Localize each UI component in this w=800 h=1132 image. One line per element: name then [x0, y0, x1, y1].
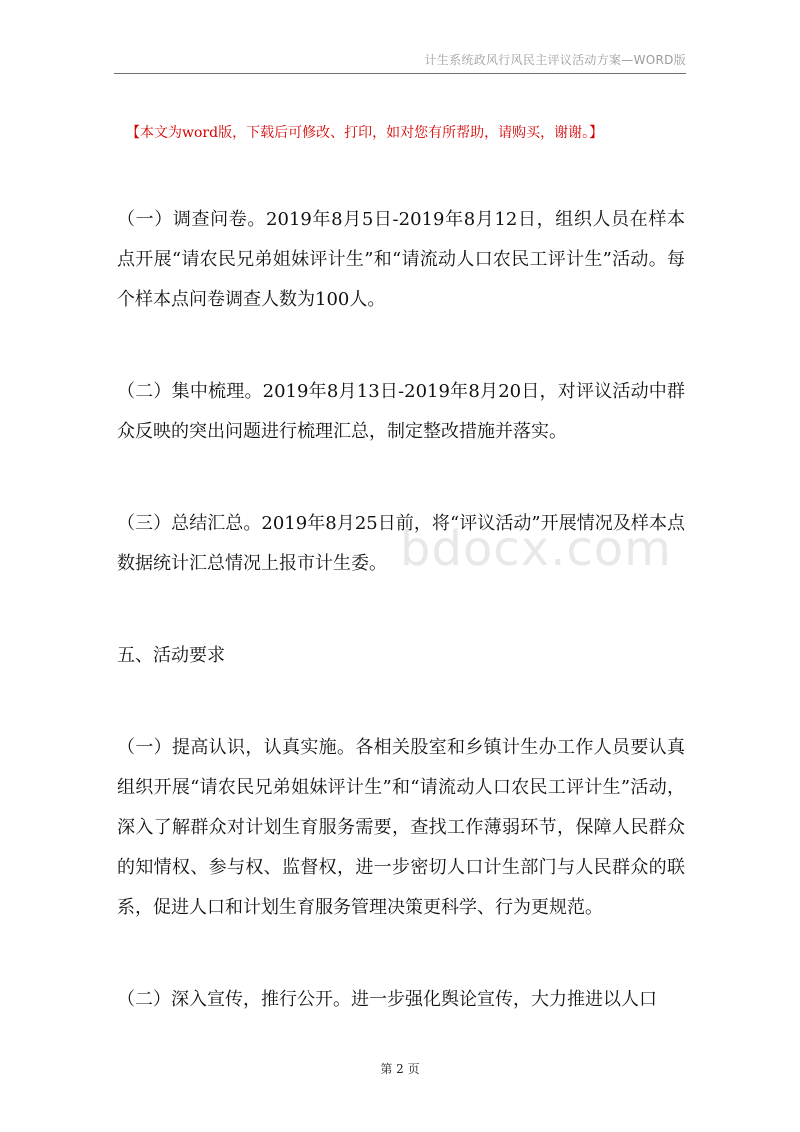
paragraph-awareness: （一）提高认识，认真实施。各相关股室和乡镇计生办工作人员要认真组织开展“请农民兄弟姐妹评计生”和“请流动人口农民工评计生”活动，深入了解群众对计划生育服务需要，查找工作薄弱环节，保障人民群众的知情权、参与权、监督权，进一步密切人口计生部门与人民群众的联系，促进人口和计划生育服务管理决策更科学、行为更规范。 — [117, 737, 685, 918]
purchase-notice: 【本文为word版，下载后可修改、打印，如对您有所帮助，请购买，谢谢。】 — [126, 125, 604, 141]
paragraph-survey: （一）调查问卷。2019年8月5日-2019年8月12日，组织人员在样本点开展“请农民兄弟姐妹评计生”和“请流动人口农民工评计生”活动。每个样本点问卷调查人数为100人。 — [117, 209, 685, 310]
header-divider — [114, 73, 686, 74]
page-number: 第 2 页 — [380, 1062, 420, 1076]
paragraph-review: （二）集中梳理。2019年8月13日-2019年8月20日，对评议活动中群众反映的突出问题进行梳理汇总，制定整改措施并落实。 — [117, 381, 685, 442]
section-heading-requirements: 五、活动要求 — [117, 645, 225, 666]
paragraph-summary: （三）总结汇总。2019年8月25日前，将“评议活动”开展情况及样本点数据统计汇总情况上报市计生委。 — [117, 513, 685, 574]
paragraph-publicity: （二）深入宣传，推行公开。进一步强化舆论宣传，大力推进以人口 — [117, 989, 657, 1010]
watermark: bdocx.com — [400, 521, 672, 577]
document-body — [117, 200, 685, 1020]
running-header: 计生系统政风行风民主评议活动方案—WORD版 — [424, 53, 686, 67]
